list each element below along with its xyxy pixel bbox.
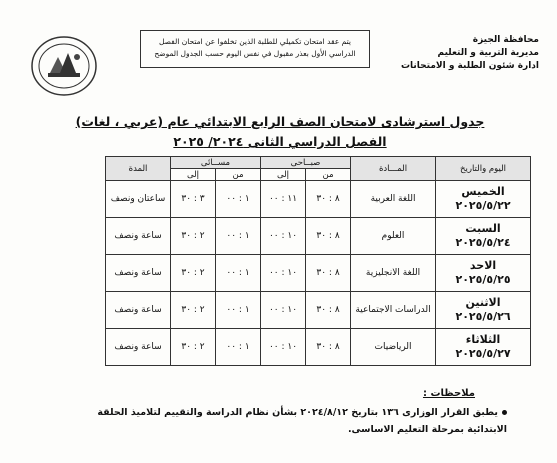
document-title: جدول استرشادى لامتحان الصف الرابع الابتدائي عام (عربي ، لغات) (75, 114, 485, 129)
exam-date: ٢٠٢٥/٥/٢٤ (455, 236, 511, 249)
day-date-cell (436, 181, 531, 218)
morning-from-cell: ٨ : ٣٠ (306, 218, 351, 255)
header-subject: المـــادة (351, 157, 436, 181)
morning-to-cell: ١٠ : ٠٠ (261, 255, 306, 292)
exam-day: الخميس (461, 185, 505, 198)
evening-from-cell: ١ : ٠٠ (216, 218, 261, 255)
evening-to-cell: ٢ : ٣٠ (171, 218, 216, 255)
duration-cell: ساعة ونصف (106, 329, 171, 366)
evening-to-cell: ٢ : ٣٠ (171, 329, 216, 366)
evening-from-cell: ١ : ٠٠ (216, 255, 261, 292)
header-duration: المدة (106, 157, 171, 181)
morning-from-cell: ٨ : ٣٠ (306, 181, 351, 218)
header-evening-from: من (216, 169, 261, 181)
morning-from-cell: ٨ : ٣٠ (306, 329, 351, 366)
subject-cell: اللغة العربية (351, 181, 436, 218)
administration-name: ادارة شئون الطلبة و الامتحانات (401, 61, 539, 71)
duration-cell: ساعة ونصف (106, 255, 171, 292)
notice-line: الدراسي الأول بعذر مقبول في نفس اليوم حسب الجدول الموضح (154, 49, 356, 58)
exam-date: ٢٠٢٥/٥/٢٧ (455, 347, 511, 360)
exam-day: السبت (465, 222, 501, 235)
morning-to-cell: ١٠ : ٠٠ (261, 292, 306, 329)
subject-cell: العلوم (351, 218, 436, 255)
duration-cell: ساعتان ونصف (106, 181, 171, 218)
subject-cell: الدراسات الاجتماعية (351, 292, 436, 329)
morning-to-cell: ١٠ : ٠٠ (261, 329, 306, 366)
exam-date: ٢٠٢٥/٥/٢٥ (455, 273, 511, 286)
evening-from-cell: ١ : ٠٠ (216, 329, 261, 366)
issuing-authority (399, 34, 539, 73)
day-date-cell (436, 255, 531, 292)
evening-to-cell: ٣ : ٣٠ (171, 181, 216, 218)
governorate-name: محافظة الجيزة (472, 35, 539, 45)
day-date-cell (436, 292, 531, 329)
seal-emblem-icon (30, 35, 98, 97)
exam-day: الاحد (469, 259, 497, 272)
header-evening-to: إلى (171, 169, 216, 181)
morning-to-cell: ١٠ : ٠٠ (261, 218, 306, 255)
day-date-cell (436, 218, 531, 255)
exam-date: ٢٠٢٥/٥/٢٢ (455, 199, 511, 212)
table-row (106, 292, 531, 329)
note-item (67, 404, 507, 438)
table-row (106, 329, 531, 366)
table-row (106, 218, 531, 255)
morning-to-cell: ١١ : ٠٠ (261, 181, 306, 218)
table-header-row (106, 157, 531, 169)
header-morning: صبــاحى (261, 157, 351, 169)
duration-cell: ساعة ونصف (106, 292, 171, 329)
term-title: الفصل الدراسي الثانى ٢٠٢٤/ ٢٠٢٥ (173, 134, 387, 149)
header-day-date: اليوم والتاريخ (436, 157, 531, 181)
header-evening: مســائى (171, 157, 261, 169)
evening-to-cell: ٢ : ٣٠ (171, 292, 216, 329)
evening-to-cell: ٢ : ٣٠ (171, 255, 216, 292)
subject-cell: الرياضيات (351, 329, 436, 366)
directorate-seal (30, 35, 98, 97)
exam-schedule-table (105, 156, 531, 366)
morning-from-cell: ٨ : ٣٠ (306, 255, 351, 292)
subject-cell: اللغة الانجليزية (351, 255, 436, 292)
exam-day: الثلاثاء (465, 333, 501, 346)
day-date-cell (436, 329, 531, 366)
header-morning-to: إلى (261, 169, 306, 181)
exam-date: ٢٠٢٥/٥/٢٦ (455, 310, 511, 323)
notes-heading: ملاحظات : (422, 388, 475, 399)
duration-cell: ساعة ونصف (106, 218, 171, 255)
morning-from-cell: ٨ : ٣٠ (306, 292, 351, 329)
makeup-exam-notice (140, 30, 370, 68)
bullet-icon (502, 410, 507, 415)
exam-day: الاثنين (465, 296, 501, 309)
evening-from-cell: ١ : ٠٠ (216, 292, 261, 329)
table-row (106, 181, 531, 218)
directorate-name: مديرية التربية و التعليم (437, 48, 539, 58)
header-morning-from: من (306, 169, 351, 181)
notice-line: يتم عقد امتحان تكميلي للطلبة الذين تخلفوا عن امتحان الفصل (158, 37, 352, 46)
evening-from-cell: ١ : ٠٠ (216, 181, 261, 218)
table-row (106, 255, 531, 292)
note-text: يطبق القرار الوزارى ١٣٦ بتاريخ ٢٠٢٤/٨/١٢ بشأن نظام الدراسة والتقييم لتلاميذ الحلقة الابتدائية بمرحلة التعليم الاساسى. (97, 407, 507, 435)
